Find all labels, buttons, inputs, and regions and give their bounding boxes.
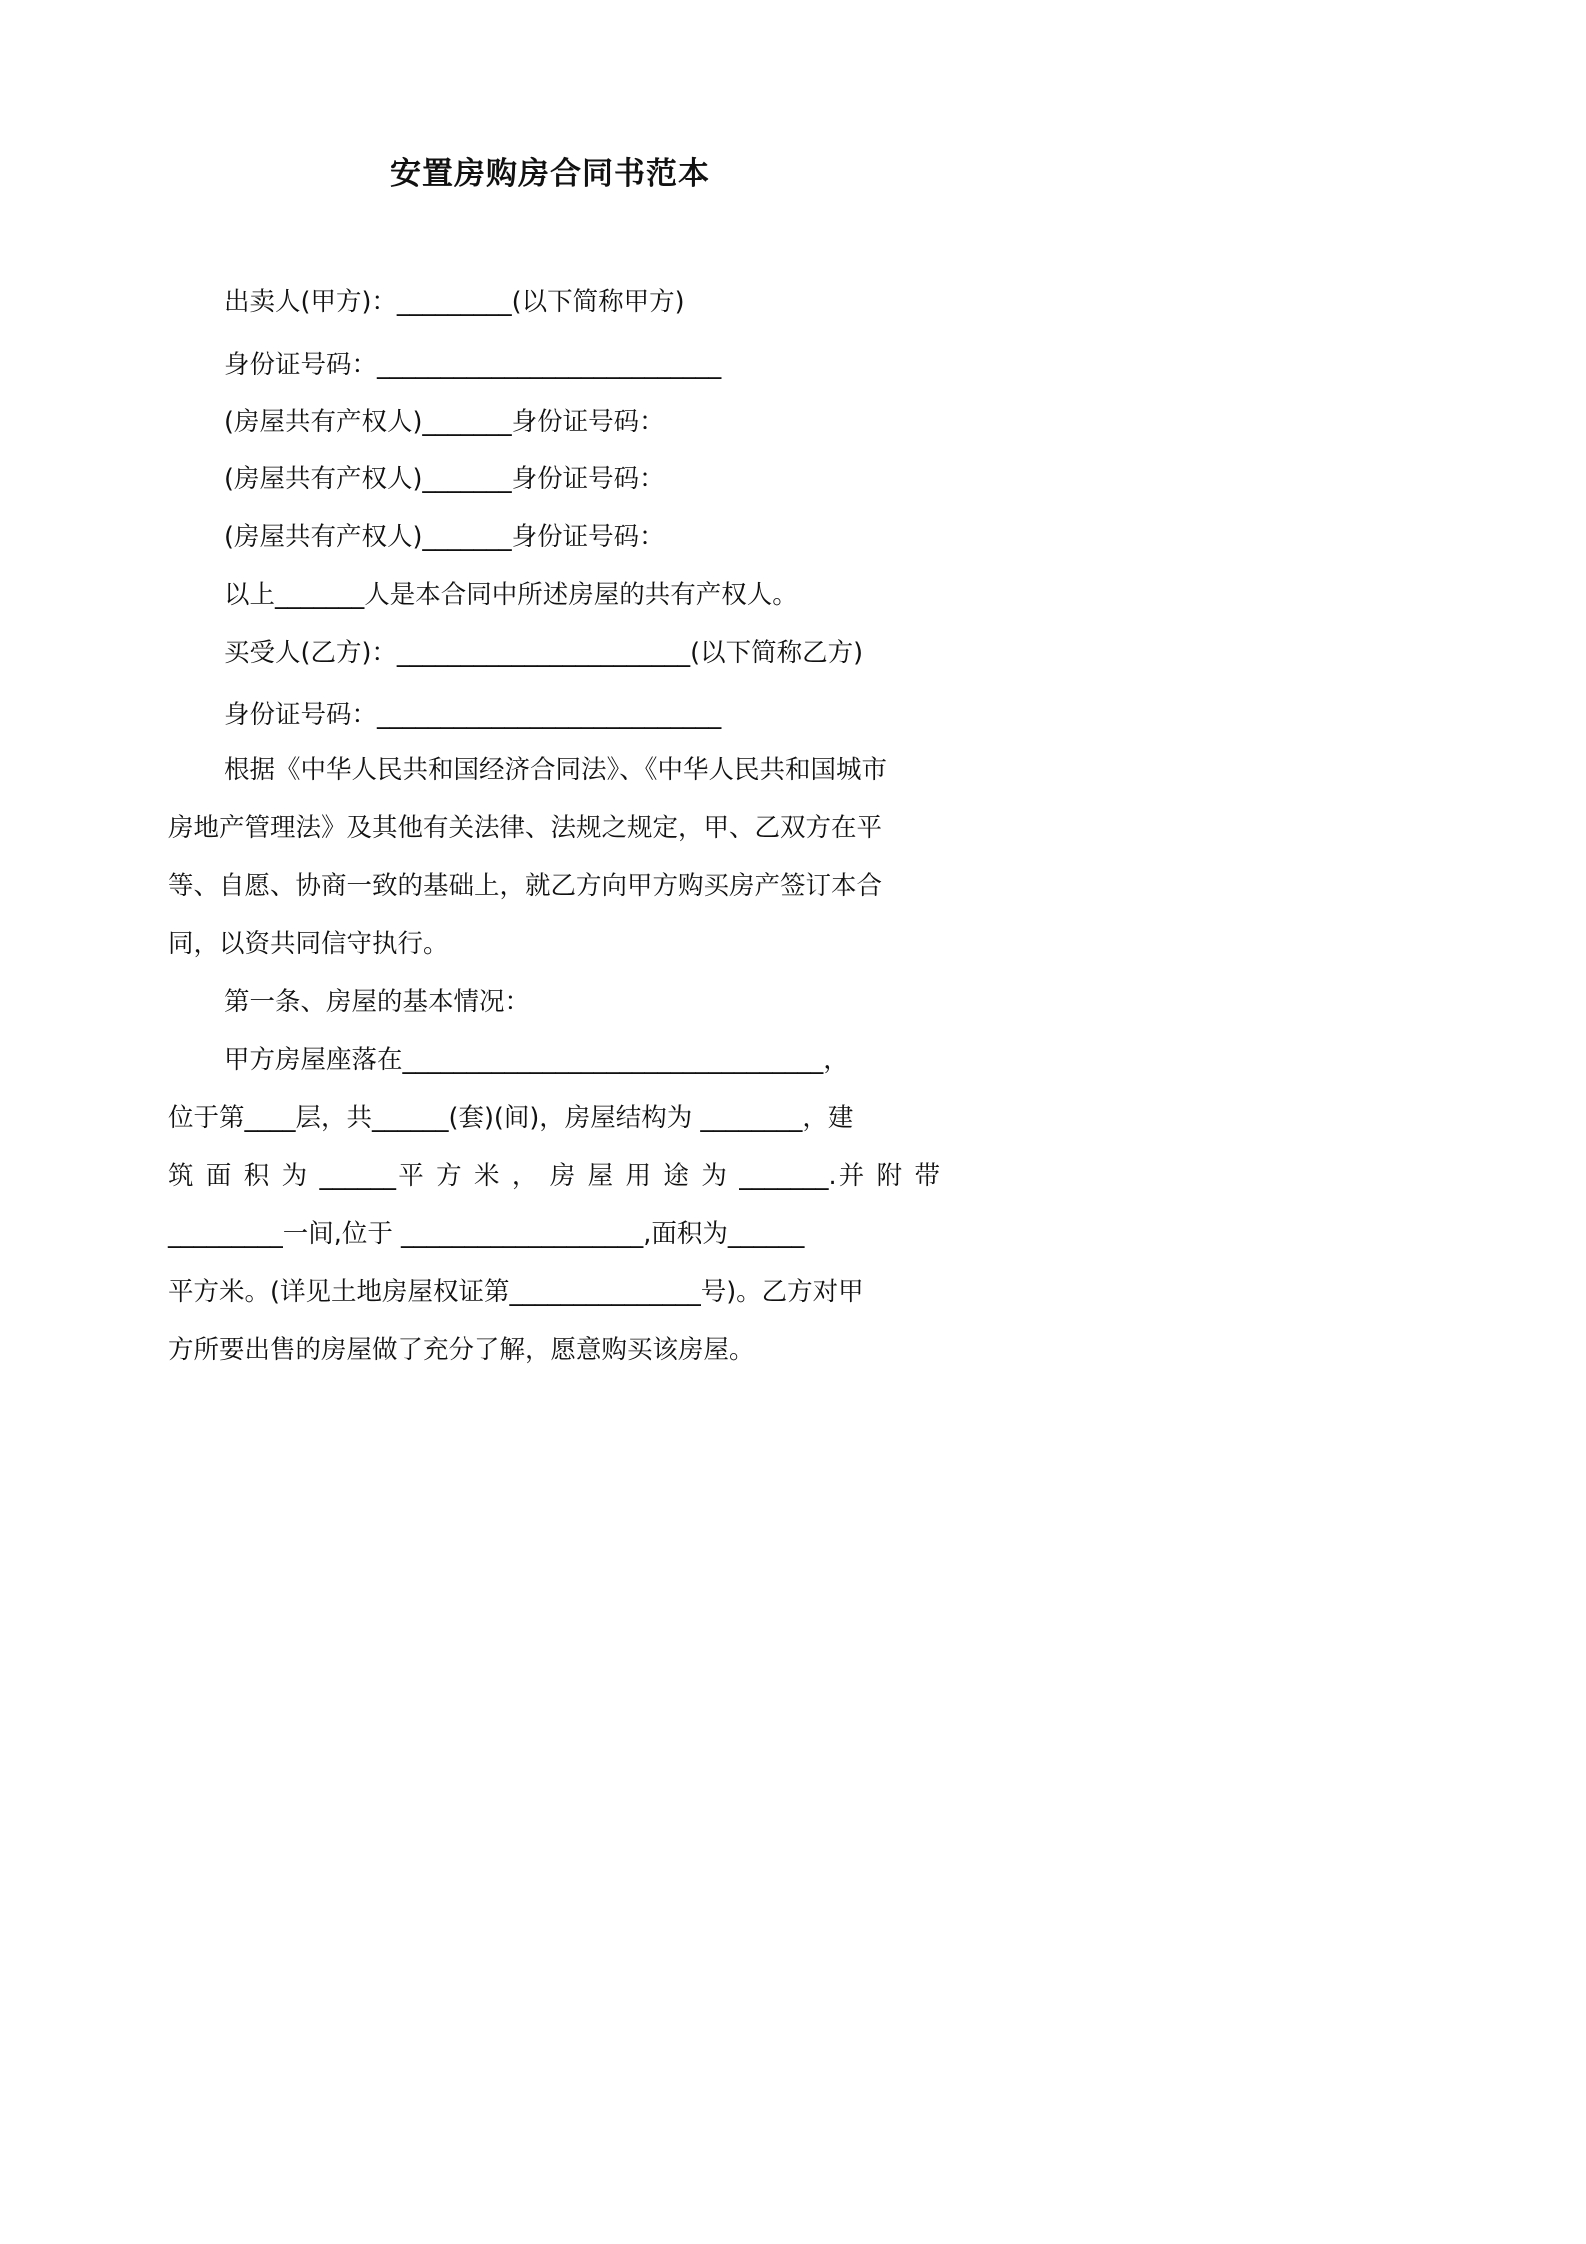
seller-line: 出卖人(甲方)：_________(以下简称甲方) — [224, 287, 685, 317]
co-owner-line-1: (房屋共有产权人)_______身份证号码： — [224, 407, 665, 437]
preamble-line-2: 房地产管理法》及其他有关法律、法规之规定，甲、乙双方在平 — [168, 813, 883, 843]
preamble-line-3: 等、自愿、协商一致的基础上，就乙方向甲方购买房产签订本合 — [168, 871, 883, 901]
co-owner-line-2: (房屋共有产权人)_______身份证号码： — [224, 464, 665, 494]
attachment-line: _________一间,位于 ___________________,面积为______ — [168, 1219, 805, 1249]
preamble-line-4: 同，以资共同信守执行。 — [168, 929, 449, 959]
document-title: 安置房购房合同书范本 — [390, 156, 710, 192]
buyer-id-line: 身份证号码：___________________________ — [224, 700, 722, 730]
preamble-line-1: 根据《中华人民共和国经济合同法》、《中华人民共和国城市 — [224, 755, 888, 785]
property-area-line: 筑 面 积 为 ______平 方 米 ， 房 屋 用 途 为 _______.并 附 带 — [168, 1161, 940, 1191]
buyer-consent-line: 方所要出售的房屋做了充分了解，愿意购买该房屋。 — [168, 1335, 755, 1365]
property-location-line: 甲方房屋座落在_________________________________， — [224, 1045, 849, 1075]
co-owner-summary-line: 以上_______人是本合同中所述房屋的共有产权人。 — [224, 580, 798, 610]
co-owner-line-3: (房屋共有产权人)_______身份证号码： — [224, 522, 665, 552]
document-page — [0, 0, 1100, 1558]
seller-id-line: 身份证号码：___________________________ — [224, 350, 722, 380]
buyer-line: 买受人(乙方)：_______________________(以下简称乙方) — [224, 638, 864, 668]
article-1-heading: 第一条、房屋的基本情况： — [224, 987, 531, 1017]
certificate-line: 平方米。(详见土地房屋权证第_______________号)。乙方对甲 — [168, 1277, 864, 1307]
property-floor-line: 位于第____层，共______(套)(间)，房屋结构为 ________，建 — [168, 1103, 854, 1133]
